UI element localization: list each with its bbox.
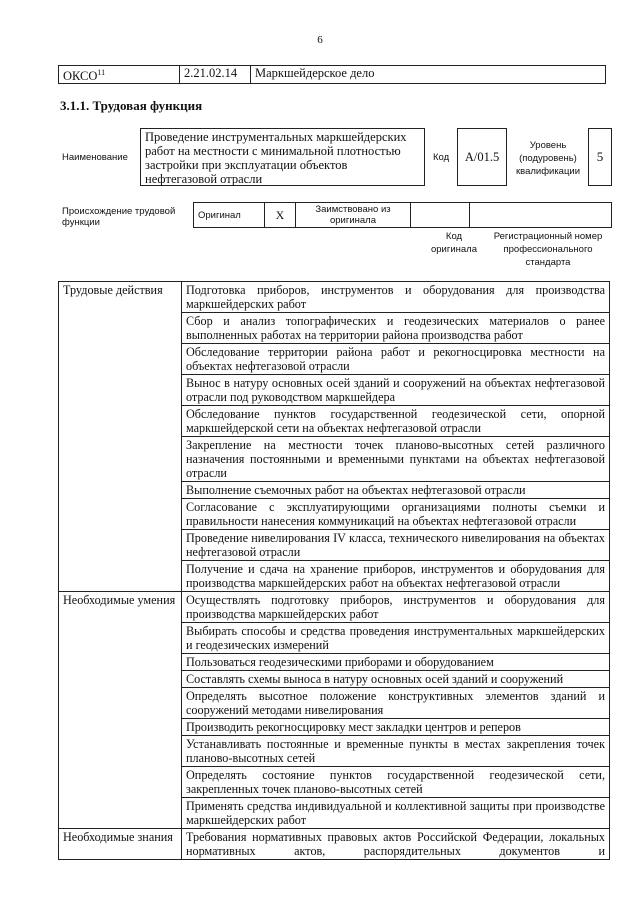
origin-label-text: Происхождение трудовой функции xyxy=(62,206,176,228)
table-cell: Производить рекогносцировку мест закладки центров и реперов xyxy=(182,719,610,736)
reg-number-label: Регистрационный номер профессионального стандарта xyxy=(493,231,603,268)
okso-code: 2.21.02.14 xyxy=(180,66,251,84)
function-table xyxy=(58,281,610,860)
table-cell: Составлять схемы выноса в натуру основных осей зданий и сооружений xyxy=(182,671,610,688)
table-cell: Обследование пунктов государственной геодезической сети, опорной маркшейдерской сети на объектах нефтегазовой отрасли xyxy=(182,406,610,437)
table-cell: Осуществлять подготовку приборов, инструментов и оборудования для производства маркшейдерских работ xyxy=(182,592,610,623)
table-cell: Вынос в натуру основных осей зданий и сооружений на объектах нефтегазовой отрасли под руководством маркшейдера xyxy=(182,375,610,406)
table-row xyxy=(59,282,610,313)
code-original-label: Код оригинала xyxy=(430,231,477,255)
name-label: Наименование xyxy=(62,152,128,163)
code-value: А/01.5 xyxy=(457,128,507,186)
table-cell: Устанавливать постоянные и временные пункты в местах закрепления точек планово-высотных сетей xyxy=(182,736,610,767)
table-cell: Выбирать способы и средства проведения инструментальных маркшейдерских и геодезических измерений xyxy=(182,623,610,654)
okso-table xyxy=(58,65,606,84)
section-label: Необходимые умения xyxy=(59,592,182,829)
origin-label xyxy=(62,206,190,228)
reg-number-cell xyxy=(470,203,612,228)
original-label: Оригинал xyxy=(194,203,265,228)
page-number: 6 xyxy=(317,34,323,46)
table-cell: Подготовка приборов, инструментов и оборудования для производства маркшейдерских работ xyxy=(182,282,610,313)
section-label: Трудовые действия xyxy=(59,282,182,592)
table-cell: Сбор и анализ топографических и геодезических материалов о ранее выполненных работах на территории района производства работ xyxy=(182,313,610,344)
table-cell: Обследование территории района работ и рекогносцировка местности на объектах нефтегазовой отрасли xyxy=(182,344,610,375)
code-original-cell xyxy=(411,203,470,228)
table-cell: Требования нормативных правовых актов Российской Федерации, локальных нормативных актов, распорядительных документов и xyxy=(182,829,610,860)
section-title: 3.1.1. Трудовая функция xyxy=(60,98,203,113)
table-cell: Проведение нивелирования IV класса, технического нивелирования на объектах нефтегазовой отрасли xyxy=(182,530,610,561)
okso-name: Маркшейдерское дело xyxy=(251,66,606,84)
okso-label: ОКСО xyxy=(63,69,98,84)
table-cell: Применять средства индивидуальной и коллективной защиты при производстве маркшейдерских работ xyxy=(182,798,610,829)
table-row xyxy=(59,829,610,860)
table-cell: Согласование с эксплуатирующими организациями полноты съемки и правильности нанесения коммуникаций на объектах нефтегазовой отрасли xyxy=(182,499,610,530)
okso-footnote: 11 xyxy=(97,68,106,77)
table-cell: Определять высотное положение конструктивных элементов зданий и сооружений методами нивелирования xyxy=(182,688,610,719)
table-cell: Закрепление на местности точек планово-высотных сетей различного назначения постоянными и временными пунктами на объектах нефтегазовой отрасли xyxy=(182,437,610,482)
level-label: Уровень (подуровень) квалификации xyxy=(515,140,581,177)
table-cell: Выполнение съемочных работ на объектах нефтегазовой отрасли xyxy=(182,482,610,499)
origin-table xyxy=(193,202,612,228)
section-label: Необходимые знания xyxy=(59,829,182,860)
code-label: Код xyxy=(433,152,450,163)
function-name: Проведение инструментальных маркшейдерских работ на местности с минимальной плотностью застройки при эксплуатации объектов нефтегазовой отрасли xyxy=(140,128,425,186)
level-value: 5 xyxy=(588,128,612,186)
table-cell: Пользоваться геодезическими приборами и оборудованием xyxy=(182,654,610,671)
table-cell: Определять состояние пунктов государственной геодезической сети, закрепленных точек планово-высотных сетей xyxy=(182,767,610,798)
table-cell: Получение и сдача на хранение приборов, инструментов и оборудования для производства маркшейдерских работ на объектах нефтегазовой отрасли xyxy=(182,561,610,592)
table-row xyxy=(59,592,610,623)
borrowed-label: Заимствовано из оригинала xyxy=(296,203,411,228)
okso-label-cell xyxy=(59,66,180,84)
original-mark: X xyxy=(265,203,296,228)
